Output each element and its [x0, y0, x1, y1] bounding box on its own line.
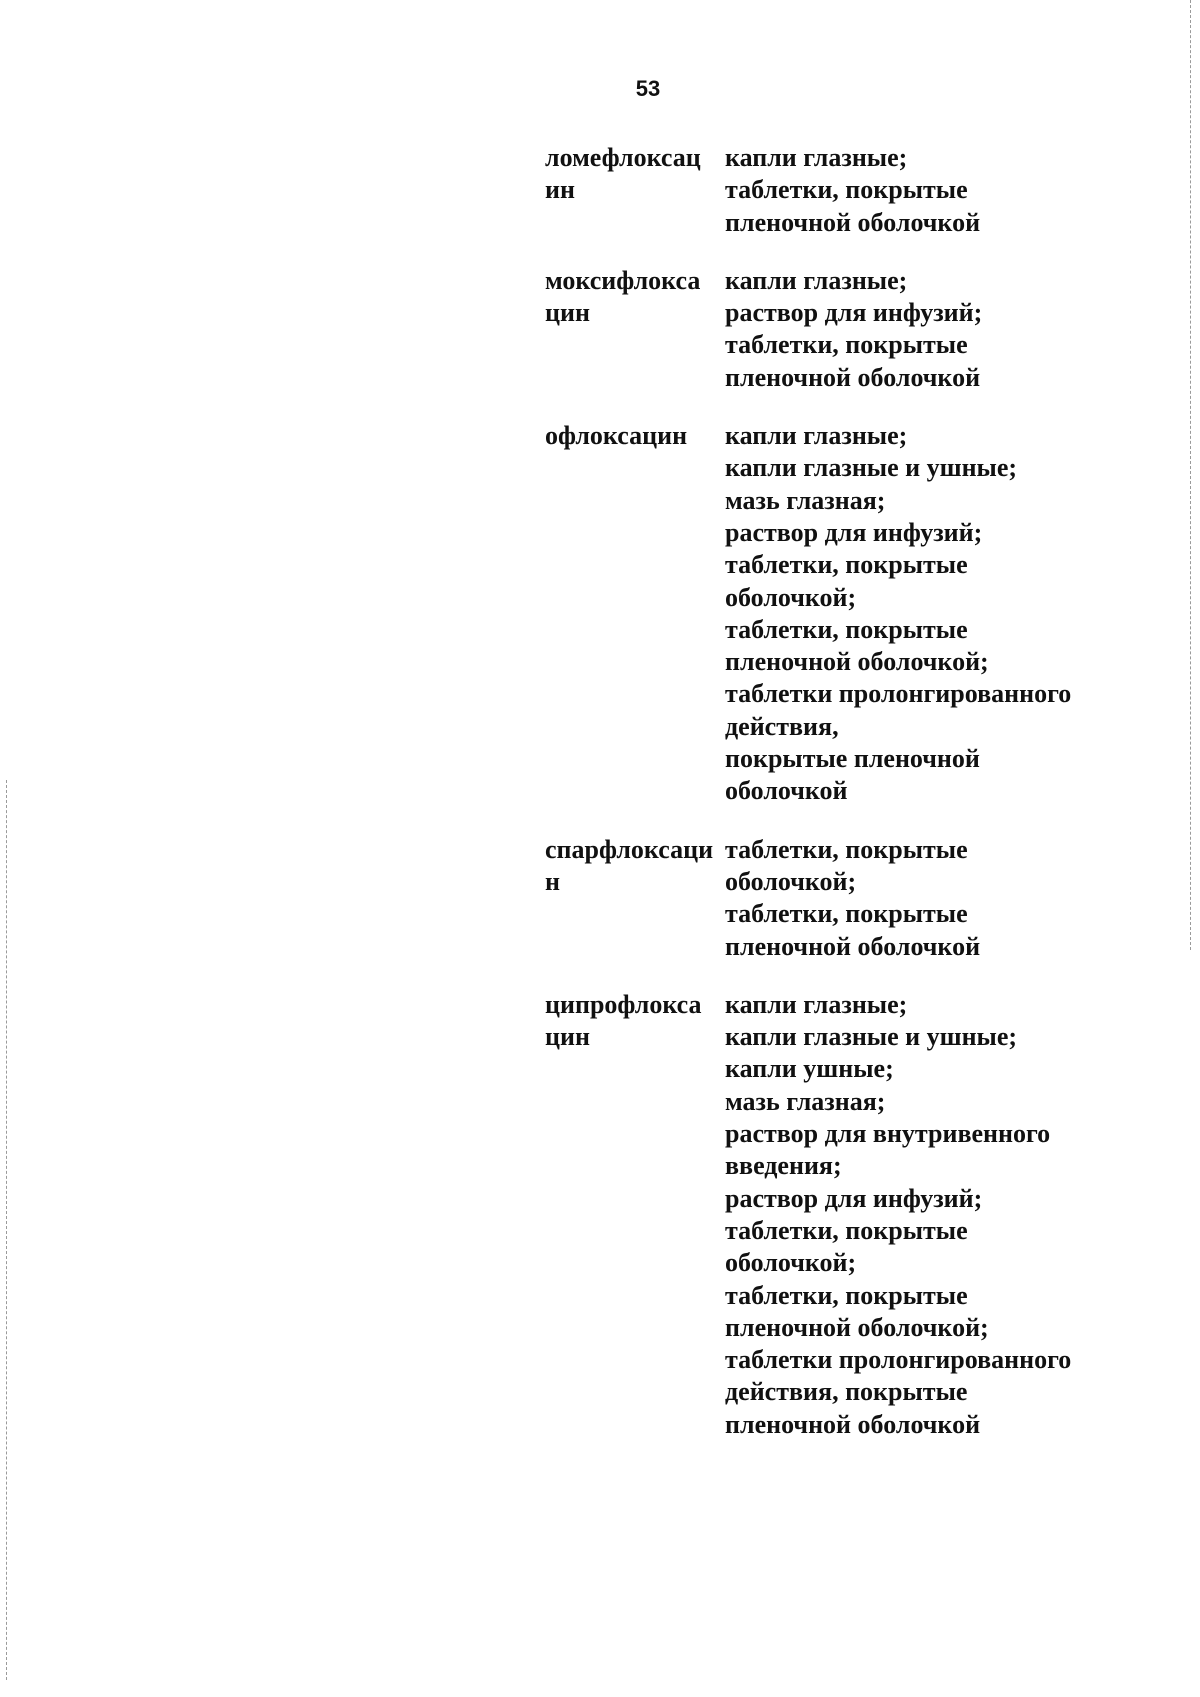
- dosage-form-line: таблетки, покрытые: [725, 1280, 968, 1310]
- dosage-form-line: капли глазные и ушные;: [725, 453, 1018, 483]
- dosage-form-line: действия, покрытые: [725, 1377, 968, 1407]
- dosage-form-line: таблетки, покрытые: [725, 614, 968, 644]
- dosage-form-line: капли глазные;: [725, 989, 908, 1019]
- dosage-form-line: таблетки, покрытые: [725, 175, 968, 205]
- dosage-form-line: таблетки, покрытые: [725, 550, 968, 580]
- drug-name-line: н: [545, 866, 560, 896]
- dosage-form-line: капли глазные и ушные;: [725, 1022, 1018, 1052]
- dosage-form-line: действия,: [725, 711, 839, 741]
- drug-name: [545, 420, 725, 808]
- dosage-form-line: оболочкой;: [725, 1248, 857, 1278]
- dosage-form-line: пленочной оболочкой: [725, 362, 981, 392]
- drug-name-line: ципрофлокса: [545, 989, 702, 1019]
- dosage-form-line: пленочной оболочкой: [725, 1409, 981, 1439]
- dosage-forms: [725, 834, 1165, 963]
- scan-edge-right: [1190, 0, 1192, 950]
- scan-edge-left: [6, 780, 8, 1680]
- dosage-form-line: введения;: [725, 1151, 842, 1181]
- dosage-form-line: раствор для внутривенного: [725, 1119, 1051, 1149]
- drug-list: [545, 142, 1165, 1467]
- dosage-form-line: капли глазные;: [725, 421, 908, 451]
- dosage-form-line: покрытые пленочной: [725, 744, 980, 774]
- drug-name-line: спарфлоксаци: [545, 834, 714, 864]
- dosage-form-line: таблетки, покрытые: [725, 834, 968, 864]
- dosage-form-line: мазь глазная;: [725, 1086, 886, 1116]
- dosage-form-line: таблетки пролонгированного: [725, 679, 1072, 709]
- drug-entry: [545, 420, 1165, 808]
- dosage-form-line: пленочной оболочкой: [725, 207, 981, 237]
- dosage-form-line: оболочкой;: [725, 582, 857, 612]
- drug-name-line: моксифлокса: [545, 265, 701, 295]
- dosage-form-line: раствор для инфузий;: [725, 517, 983, 547]
- drug-name-line: цин: [545, 298, 590, 328]
- dosage-form-line: пленочной оболочкой: [725, 931, 981, 961]
- dosage-forms: [725, 989, 1165, 1441]
- dosage-form-line: раствор для инфузий;: [725, 1183, 983, 1213]
- drug-entry: [545, 265, 1165, 394]
- drug-entry: [545, 834, 1165, 963]
- dosage-form-line: раствор для инфузий;: [725, 298, 983, 328]
- drug-name: [545, 989, 725, 1441]
- dosage-form-line: капли глазные;: [725, 143, 908, 172]
- dosage-forms: [725, 420, 1165, 808]
- dosage-form-line: оболочкой: [725, 776, 848, 806]
- dosage-form-line: пленочной оболочкой;: [725, 647, 989, 677]
- dosage-form-line: таблетки, покрытые: [725, 899, 968, 929]
- drug-name-line: офлоксацин: [545, 421, 688, 451]
- drug-name-line: ин: [545, 175, 575, 205]
- dosage-form-line: таблетки, покрытые: [725, 330, 968, 360]
- dosage-form-line: капли ушные;: [725, 1054, 894, 1084]
- drug-entry: [545, 142, 1165, 239]
- page-number: 53: [635, 76, 661, 101]
- drug-name: [545, 142, 725, 239]
- dosage-form-line: таблетки пролонгированного: [725, 1345, 1072, 1375]
- dosage-form-line: таблетки, покрытые: [725, 1215, 968, 1245]
- dosage-form-line: пленочной оболочкой;: [725, 1312, 989, 1342]
- drug-name: [545, 834, 725, 963]
- drug-name-line: ломефлоксац: [545, 143, 701, 172]
- drug-name: [545, 265, 725, 394]
- dosage-form-line: оболочкой;: [725, 866, 857, 896]
- drug-entry: [545, 989, 1165, 1441]
- dosage-forms: [725, 142, 1165, 239]
- dosage-form-line: мазь глазная;: [725, 485, 886, 515]
- dosage-forms: [725, 265, 1165, 394]
- dosage-form-line: капли глазные;: [725, 265, 908, 295]
- drug-name-line: цин: [545, 1022, 590, 1052]
